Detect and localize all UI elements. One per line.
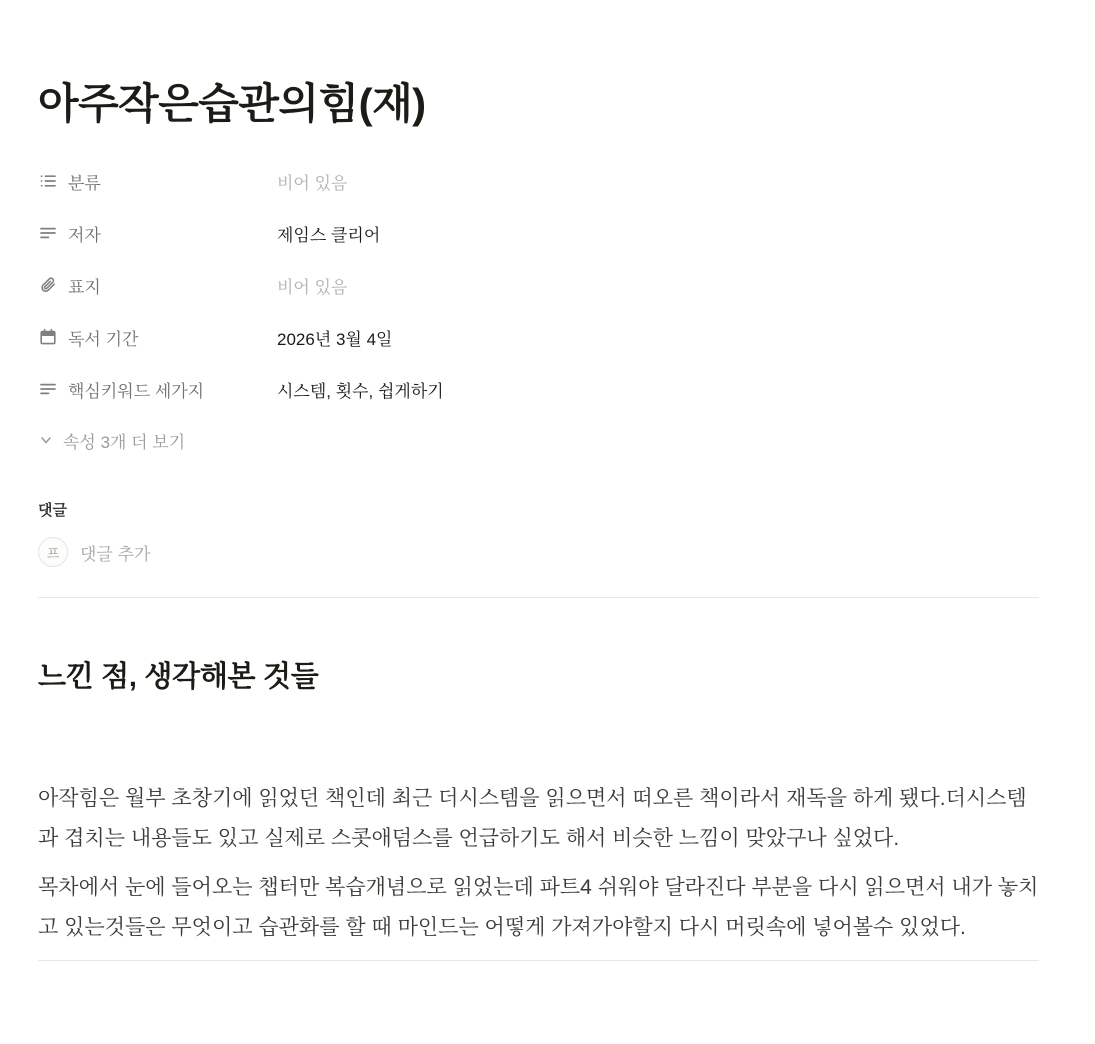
property-label: 독서 기간 bbox=[68, 329, 139, 349]
chevron-down-icon bbox=[38, 432, 54, 448]
property-label: 분류 bbox=[68, 173, 101, 193]
paragraph[interactable]: 아작힘은 월부 초창기에 읽었던 책인데 최근 더시스템을 읽으면서 떠오른 책이라서 재독을 하게 됐다.더시스템과 겹치는 내용들도 있고 실제로 스콧애덤스를 언급하기도 해서 비슷한 느낌이 맞았구나 싶었다. bbox=[38, 787, 1027, 851]
property-key-keywords[interactable] bbox=[38, 377, 277, 402]
property-key-category[interactable] bbox=[38, 169, 277, 194]
notion-page bbox=[0, 76, 1095, 961]
section-divider-top bbox=[38, 597, 1039, 598]
show-more-properties-button[interactable] bbox=[38, 419, 1039, 461]
property-row-category bbox=[38, 155, 1039, 207]
avatar: 프 bbox=[38, 537, 68, 567]
add-comment-input[interactable] bbox=[38, 537, 1039, 567]
property-value-author[interactable]: 제임스 클리어 bbox=[277, 225, 381, 245]
calendar-icon bbox=[38, 327, 58, 347]
property-row-reading-period bbox=[38, 311, 1039, 363]
property-row-cover bbox=[38, 259, 1039, 311]
paperclip-icon bbox=[38, 275, 58, 295]
property-key-cover[interactable] bbox=[38, 273, 277, 298]
show-more-properties-label: 속성 3개 더 보기 bbox=[63, 432, 186, 452]
property-value-cover[interactable]: 비어 있음 bbox=[277, 277, 348, 297]
property-row-author bbox=[38, 207, 1039, 259]
comments-section bbox=[38, 499, 1039, 567]
property-label: 핵심키워드 세가지 bbox=[68, 381, 205, 401]
section-heading[interactable]: 느낀 점, 생각해본 것들 bbox=[38, 661, 319, 694]
property-label: 표지 bbox=[68, 277, 101, 297]
property-value-category[interactable]: 비어 있음 bbox=[277, 173, 348, 193]
property-label: 저자 bbox=[68, 225, 101, 245]
property-key-reading-period[interactable] bbox=[38, 325, 277, 350]
page-title[interactable]: 아주작은습관의힘(재) bbox=[38, 80, 426, 127]
property-value-reading-period[interactable]: 2026년 3월 4일 bbox=[277, 329, 393, 349]
section-divider-bottom bbox=[38, 960, 1039, 961]
property-value-keywords[interactable]: 시스템, 횟수, 쉽게하기 bbox=[277, 381, 444, 401]
bulleted-list-icon bbox=[38, 171, 58, 191]
property-row-keywords bbox=[38, 363, 1039, 415]
comments-title: 댓글 bbox=[38, 502, 67, 520]
property-list bbox=[38, 155, 1039, 461]
page-body bbox=[38, 779, 1039, 948]
paragraph[interactable]: 목차에서 눈에 들어오는 챕터만 복습개념으로 읽었는데 파트4 쉬워야 달라진다 부분을 다시 읽으면서 내가 놓치고 있는것들은 무엇이고 습관화를 할 때 마인드는 어떻게 가져가야할지 다시 머릿속에 넣어볼수 있었다. bbox=[38, 876, 1039, 940]
text-icon bbox=[38, 379, 58, 399]
property-key-author[interactable] bbox=[38, 221, 277, 246]
text-icon bbox=[38, 223, 58, 243]
add-comment-placeholder: 댓글 추가 bbox=[80, 544, 151, 564]
